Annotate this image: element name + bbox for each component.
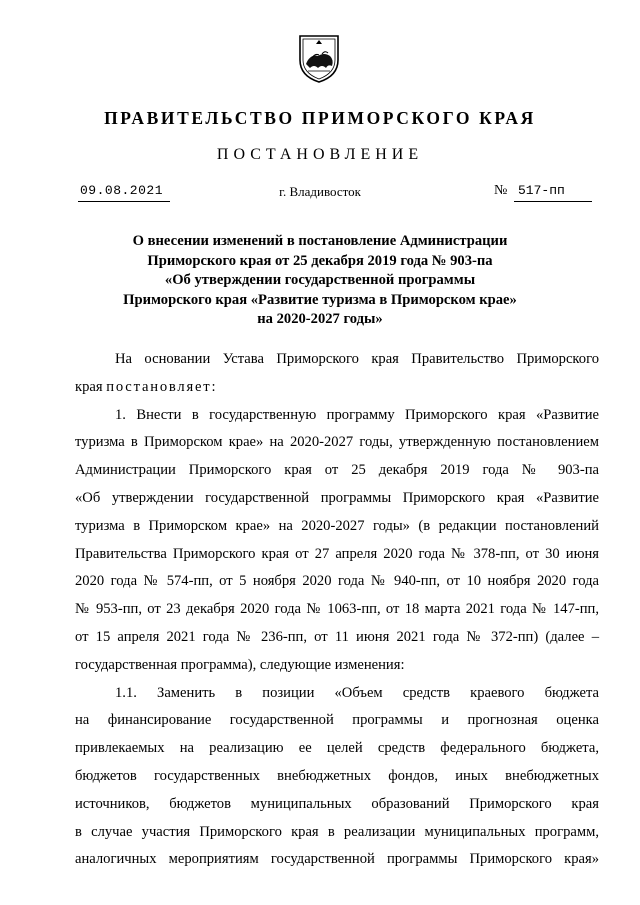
resolves-word: постановляет: xyxy=(106,378,218,395)
government-title: ПРАВИТЕЛЬСТВО ПРИМОРСКОГО КРАЯ xyxy=(104,108,536,128)
heading-line: на 2020-2027 годы» xyxy=(257,311,383,328)
body-line: источников, бюджетов муниципальных образований Приморского края xyxy=(75,795,599,812)
document-number: 517-пп xyxy=(518,183,565,198)
body-line: Правительства Приморского края от 27 апреля 2020 года № 378-пп, от 30 июня xyxy=(75,545,599,562)
date-underline xyxy=(78,201,170,202)
coat-of-arms-emblem xyxy=(298,34,340,84)
body-line: аналогичных мероприятиям государственной программы Приморского края» xyxy=(75,851,599,868)
body-line: от 15 апреля 2021 года № 236-пп, от 11 июня 2021 года № 372-пп) (далее – xyxy=(75,628,599,645)
body-line: в случае участия Приморского края в реализации муниципальных программ, xyxy=(75,823,599,840)
body-line: государственная программа), следующие изменения: xyxy=(75,656,405,673)
document-city: г. Владивосток xyxy=(279,184,361,199)
heading-line: Приморского края «Развитие туризма в Приморском крае» xyxy=(123,291,517,308)
body-line: на финансирование государственной программы и прогнозная оценка xyxy=(75,712,599,729)
body-text-fragment: края xyxy=(75,378,107,395)
body-line: туризма в Приморском крае» на 2020-2027 годы, утвержденную постановлением xyxy=(75,434,599,451)
document-heading xyxy=(100,232,540,330)
document-date: 09.08.2021 xyxy=(80,183,164,198)
body-line: бюджетов государственных внебюджетных фондов, иных внебюджетных xyxy=(75,767,599,784)
document-type: ПОСТАНОВЛЕНИЕ xyxy=(216,146,424,163)
document-meta-row xyxy=(0,183,640,205)
body-line: привлекаемых на реализацию ее целей средств федерального бюджета, xyxy=(75,740,599,757)
body-line: На основании Устава Приморского края Правительство Приморского xyxy=(115,351,599,367)
body-line: Администрации Приморского края от 25 декабря 2019 года № 903-па xyxy=(75,462,599,479)
heading-line: Приморского края от 25 декабря 2019 года № 903-па xyxy=(147,252,493,269)
body-line: 1.1. Заменить в позиции «Объем средств краевого бюджета xyxy=(115,684,599,701)
number-sign: № xyxy=(494,183,508,198)
body-line: 1. Внести в государственную программу Приморского края «Развитие xyxy=(115,406,599,423)
document-body xyxy=(75,346,599,874)
body-line: 2020 года № 574-пп, от 5 ноября 2020 года № 940-пп, от 10 ноября 2020 года xyxy=(75,573,599,590)
heading-line: О внесении изменений в постановление Администрации xyxy=(132,233,508,249)
body-line: туризма в Приморском крае» на 2020-2027 годы» (в редакции постановлений xyxy=(75,517,599,534)
number-underline xyxy=(514,201,592,202)
body-line: № 953-пп, от 23 декабря 2020 года № 1063-пп, от 18 марта 2021 года № 147-пп, xyxy=(75,601,599,618)
body-line xyxy=(75,374,599,402)
body-line: «Об утверждении государственной программы Приморского края «Развитие xyxy=(75,489,599,506)
heading-line: «Об утверждении государственной программы xyxy=(164,272,476,289)
